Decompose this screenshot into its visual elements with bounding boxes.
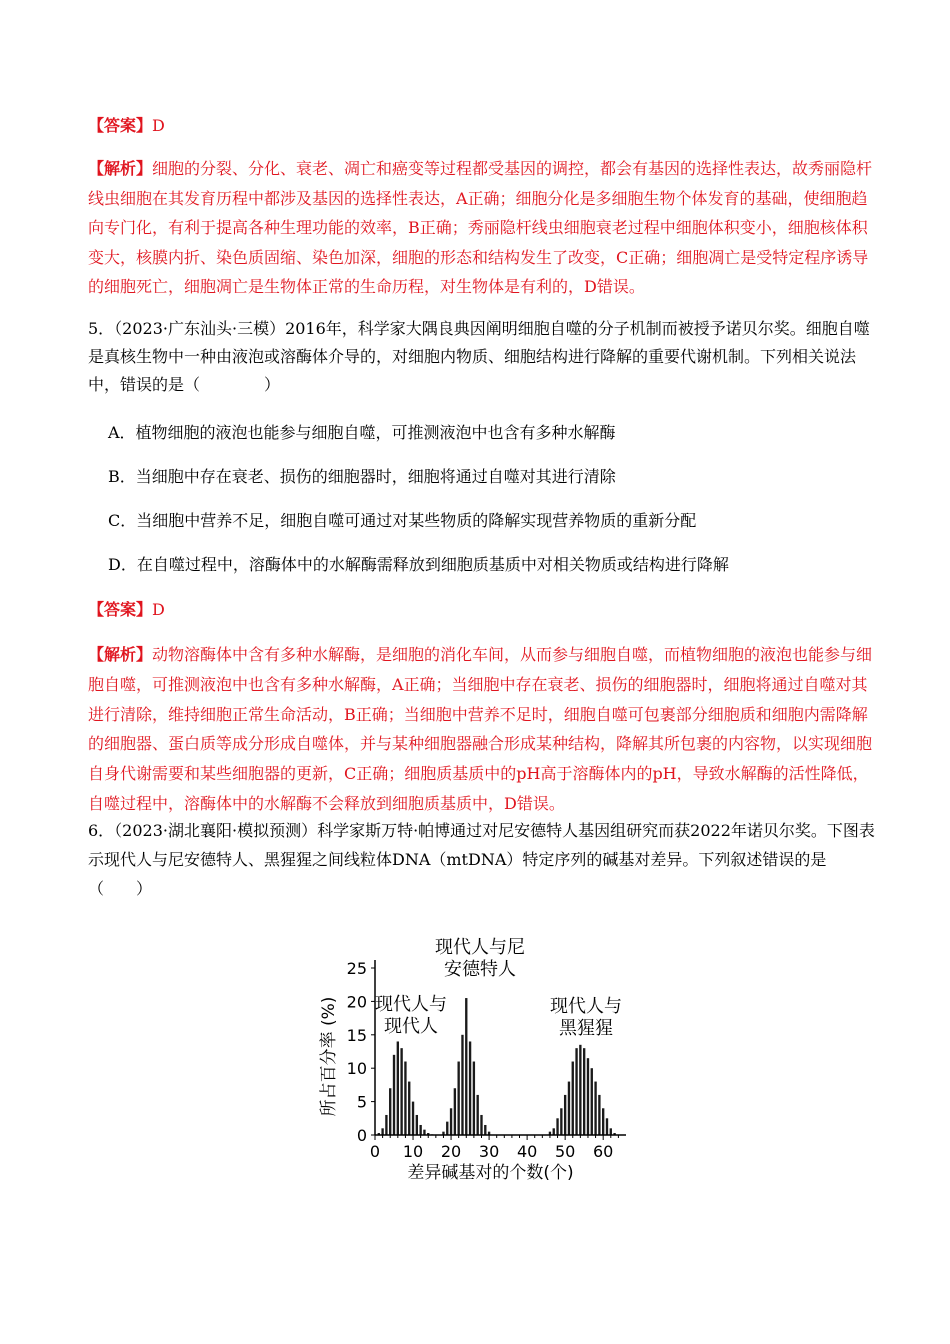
q6-stem: 6．（2023·湖北襄阳·模拟预测）科学家斯万特·帕博通过对尼安德特人基因组研究而获2022年诺贝尔奖。下图表示现代人与尼安德特人、黑猩猩之间线粒体DNA（mtDNA）特定序列的碱基对差异。下列叙述错误的是（ ） — [88, 821, 875, 898]
peak-annotation: 现代人 — [384, 1016, 438, 1037]
y-tick-label: 5 — [356, 1092, 367, 1112]
q5-option-b: B．当细胞中存在衰老、损伤的细胞器时，细胞将通过自噬对其进行清除 — [108, 467, 616, 486]
q5-option-d: D．在自噬过程中，溶酶体中的水解酶需释放到细胞质基质中对相关物质或结构进行降解 — [108, 555, 729, 574]
y-tick-label: 0 — [356, 1126, 367, 1145]
histogram-bar — [412, 1102, 414, 1135]
histogram-bar — [419, 1125, 421, 1135]
histogram-bar — [583, 1048, 585, 1135]
histogram-bar — [469, 1041, 471, 1135]
y-tick-label: 15 — [346, 1025, 367, 1045]
histogram-figure — [318, 928, 638, 1188]
histogram-bar — [465, 998, 467, 1135]
x-axis-label: 差异碱基对的个数(个) — [407, 1163, 574, 1183]
answer-value: D — [152, 600, 165, 619]
histogram-bar — [416, 1115, 418, 1135]
histogram-bar — [579, 1045, 581, 1135]
answer-label: 【答案】 — [88, 116, 153, 135]
q5-stem: 5．（2023·广东汕头·三模）2016年，科学家大隅良典因阐明细胞自噬的分子机制而被授予诺贝尔奖。细胞自噬是真核生物中一种由液泡或溶酶体介导的，对细胞内物质、细胞结构进行降解的重要代谢机制。下列相关说法中，错误的是（ ） — [88, 319, 870, 394]
histogram-bar — [560, 1108, 562, 1135]
histogram-bar — [602, 1108, 604, 1135]
q5-analysis — [88, 640, 878, 819]
histogram-bar — [457, 1062, 459, 1135]
histogram-bar — [454, 1088, 456, 1135]
y-tick-label: 25 — [346, 959, 367, 978]
histogram-bar — [408, 1082, 410, 1135]
histogram-bar — [450, 1108, 452, 1135]
x-tick-label: 40 — [516, 1142, 538, 1161]
histogram-bar — [389, 1088, 391, 1135]
analysis-text: 动物溶酶体中含有多种水解酶，是细胞的消化车间，从而参与细胞自噬，而植物细胞的液泡也能参与细胞自噬，可推测液泡中也含有多种水解酶，A正确；当细胞中存在衰老、损伤的细胞器时，细胞将通过自噬对其进行清除，维持细胞正常生命活动，B正确；当细胞中营养不足时，细胞自噬可包裹部分细胞质和细胞内需降解的细胞器、蛋白质等成分形成自噬体，并与某种细胞器融合形成某种结构，降解其所包裹的内容物，以实现细胞自身代谢需要和某些细胞器的更新，C正确；细胞质基质中的pH高于溶酶体内的pH，导致水解酶的活性降低，自噬过程中，溶酶体中的水解酶不会释放到细胞质基质中，D错误。 — [88, 645, 873, 813]
q4-answer — [88, 111, 878, 140]
peak-annotation: 现代人与 — [550, 996, 622, 1017]
histogram-bar — [400, 1048, 402, 1135]
histogram-bar — [397, 1041, 399, 1135]
histogram-bar — [587, 1058, 589, 1135]
x-tick-label: 30 — [478, 1142, 500, 1161]
histogram-bar — [477, 1095, 479, 1135]
x-tick-label: 50 — [554, 1142, 576, 1161]
histogram-bar — [480, 1115, 482, 1135]
histogram-bar — [553, 1128, 555, 1135]
peak-annotation: 安德特人 — [444, 959, 516, 980]
q5-option-a: A．植物细胞的液泡也能参与细胞自噬，可推测液泡中也含有多种水解酶 — [108, 423, 616, 442]
histogram-bar — [404, 1062, 406, 1135]
x-tick-label: 10 — [402, 1142, 424, 1161]
histogram-chart — [318, 928, 638, 1188]
y-axis-label: 所占百分率 (%) — [319, 996, 339, 1117]
histogram-bar — [606, 1118, 608, 1135]
histogram-bar — [594, 1082, 596, 1135]
histogram-bar — [423, 1130, 425, 1135]
x-tick-label: 20 — [440, 1142, 462, 1161]
analysis-label: 【解析】 — [88, 159, 153, 178]
q5-option-c: C．当细胞中营养不足，细胞自噬可通过对某些物质的降解实现营养物质的重新分配 — [108, 511, 697, 530]
q5-answer — [88, 595, 878, 624]
analysis-text: 细胞的分裂、分化、衰老、凋亡和癌变等过程都受基因的调控，都会有基因的选择性表达，故秀丽隐杆线虫细胞在其发育历程中都涉及基因的选择性表达，A正确；细胞分化是多细胞生物个体发育的基础，使细胞趋向专门化，有利于提高各种生理功能的效率，B正确；秀丽隐杆线虫细胞衰老过程中细胞体积变小，细胞核体积变大，核膜内折、染色质固缩、染色加深，细胞的形态和结构发生了改变，C正确；细胞凋亡是受特定程序诱导的细胞死亡，细胞凋亡是生物体正常的生命历程，对生物体是有利的，D错误。 — [88, 159, 873, 296]
q4-analysis — [88, 154, 878, 302]
histogram-bar — [575, 1048, 577, 1135]
answer-value: D — [152, 116, 165, 135]
histogram-bar — [568, 1082, 570, 1135]
histogram-bar — [598, 1095, 600, 1135]
y-tick-label: 20 — [346, 992, 367, 1012]
x-tick-label: 0 — [369, 1142, 381, 1161]
peak-annotation: 黑猩猩 — [559, 1018, 613, 1039]
histogram-bar — [610, 1128, 612, 1135]
analysis-label: 【解析】 — [88, 645, 153, 664]
histogram-bar — [556, 1118, 558, 1135]
histogram-bar — [446, 1122, 448, 1135]
histogram-bar — [393, 1055, 395, 1135]
x-tick-label: 60 — [593, 1142, 614, 1161]
histogram-bar — [564, 1095, 566, 1135]
histogram-bar — [591, 1068, 593, 1135]
histogram-bar — [381, 1128, 383, 1135]
peak-annotation: 现代人与尼 — [435, 937, 525, 958]
histogram-bar — [572, 1062, 574, 1135]
histogram-bar — [461, 1035, 463, 1135]
y-tick-label: 10 — [346, 1059, 367, 1079]
peak-annotation: 现代人与 — [375, 994, 447, 1015]
histogram-bar — [473, 1062, 475, 1135]
histogram-bar — [484, 1125, 486, 1135]
histogram-bar — [385, 1115, 387, 1135]
answer-label: 【答案】 — [88, 600, 153, 619]
